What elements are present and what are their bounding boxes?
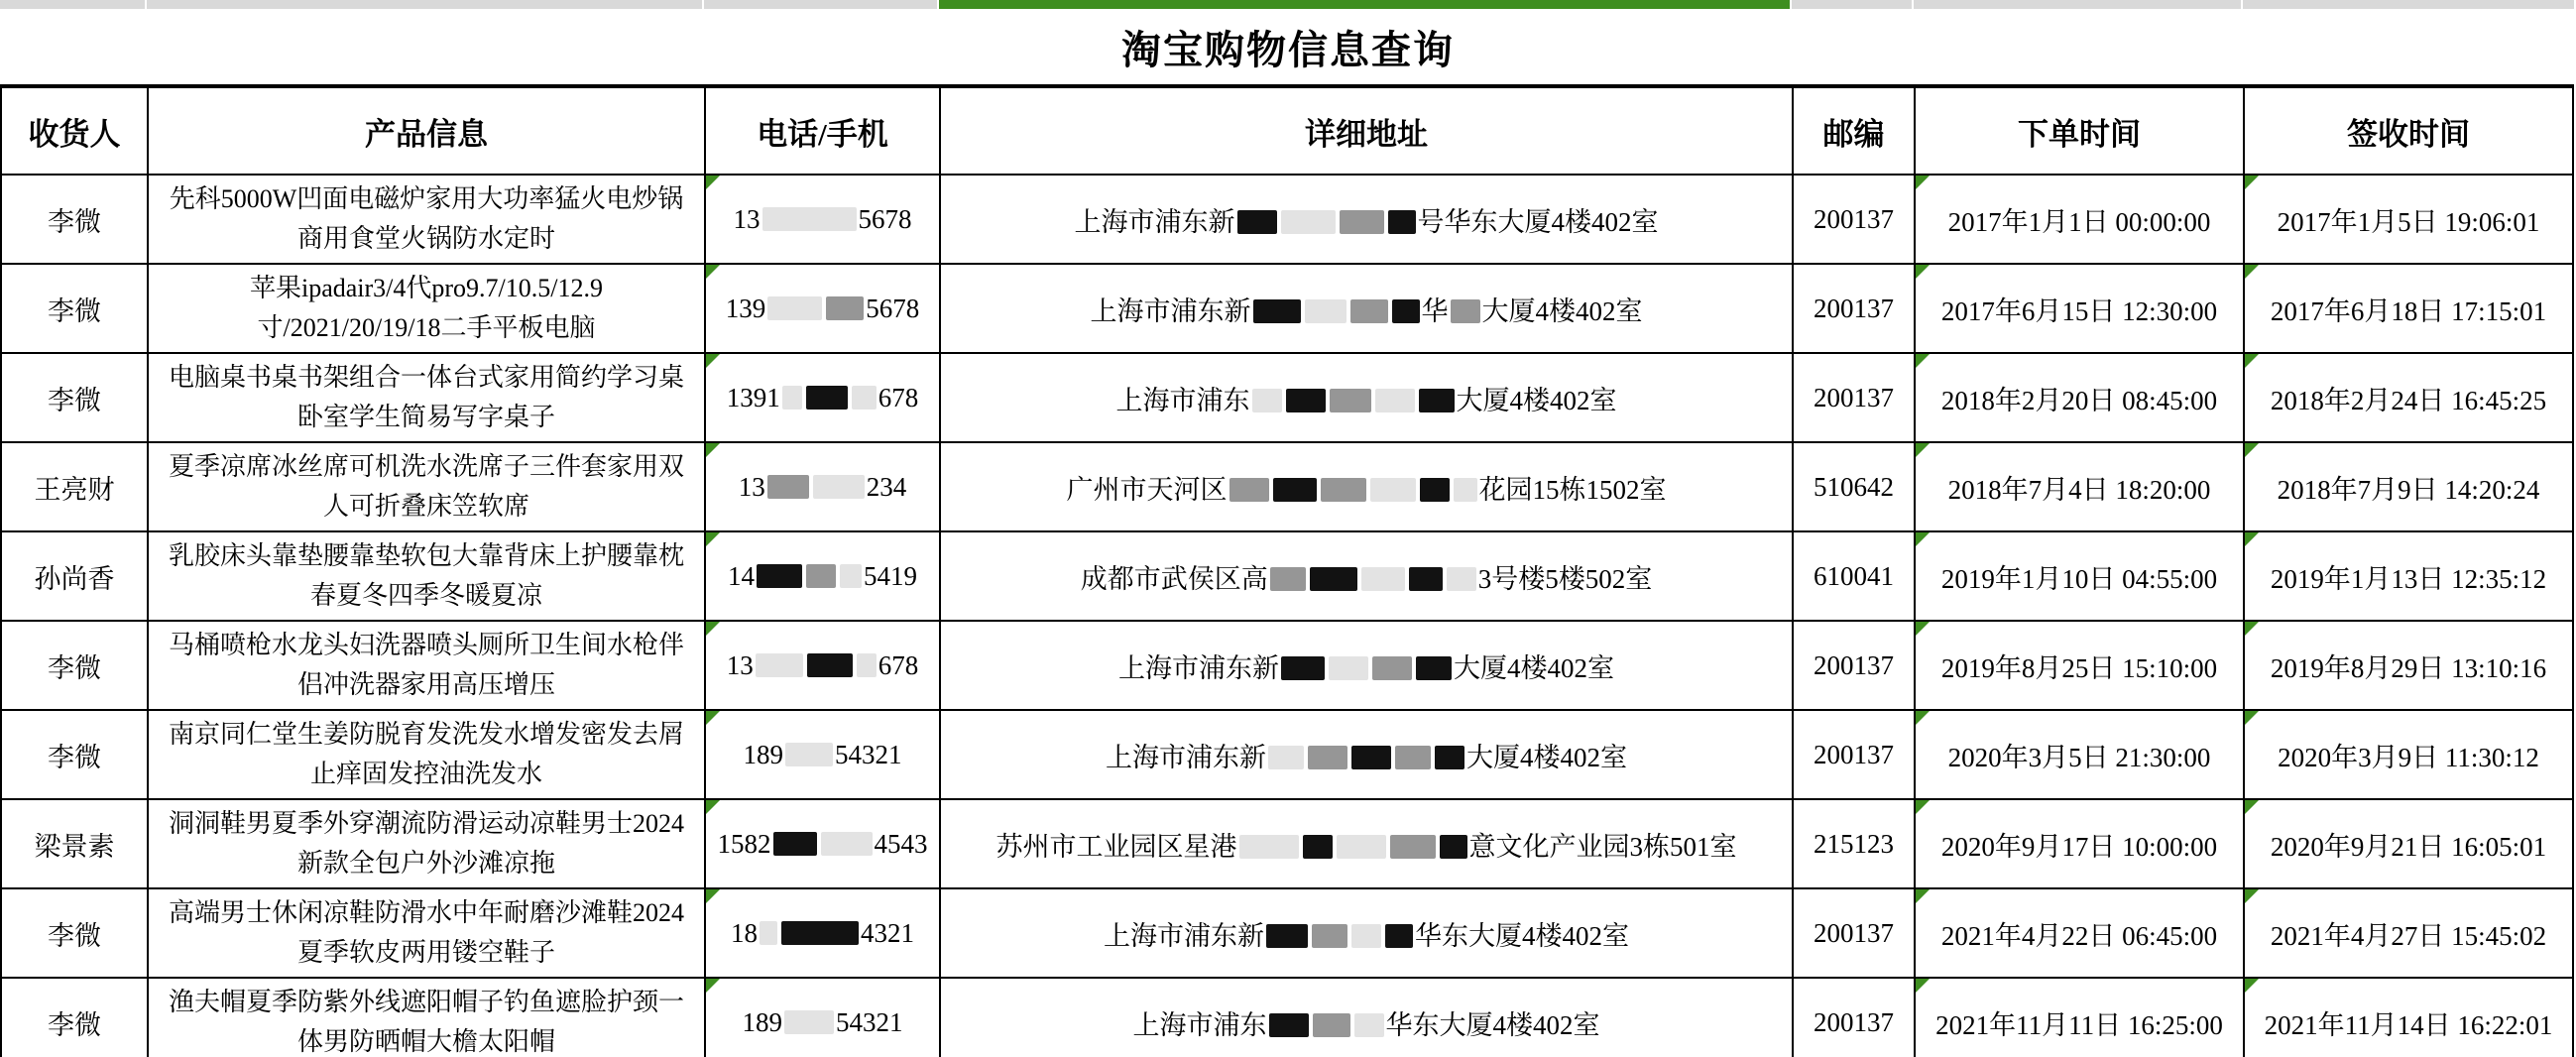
text-segment: 139 <box>725 293 766 323</box>
redaction-mask <box>1305 299 1347 323</box>
text-segment: 上海市浦东新 <box>1074 206 1235 237</box>
redaction-mask <box>760 921 777 945</box>
text-segment: 1391 <box>726 382 780 412</box>
cell-sign-time[interactable]: 2017年1月5日 19:06:01 <box>2244 175 2573 264</box>
cell-phone[interactable] <box>705 799 940 888</box>
redaction-mask <box>1312 924 1347 948</box>
clipped-cell-green-fill <box>939 0 1790 9</box>
text-segment: 3号楼5楼502室 <box>1477 563 1653 594</box>
table-row <box>1 978 2573 1057</box>
redaction-mask <box>1419 389 1455 412</box>
cell-postcode[interactable]: 200137 <box>1793 175 1915 264</box>
col-header-address[interactable]: 详细地址 <box>940 86 1793 175</box>
cell-postcode[interactable]: 215123 <box>1793 799 1915 888</box>
redaction-mask <box>1390 835 1436 859</box>
cell-sign-time[interactable]: 2019年1月13日 12:35:12 <box>2244 531 2573 621</box>
cell-order-time[interactable]: 2019年1月10日 04:55:00 <box>1915 531 2244 621</box>
table-row <box>1 799 2573 888</box>
redaction-mask <box>762 207 857 231</box>
table-row <box>1 175 2573 264</box>
text-segment: 大厦4楼402室 <box>1481 295 1643 326</box>
redaction-mask <box>781 921 859 945</box>
redaction-mask <box>1303 835 1333 859</box>
redaction-mask <box>1266 924 1308 948</box>
cell-order-time[interactable]: 2018年2月20日 08:45:00 <box>1915 353 2244 442</box>
cell-address[interactable] <box>940 264 1793 353</box>
cell-phone[interactable] <box>705 264 940 353</box>
cell-phone[interactable] <box>705 888 940 978</box>
cell-order-time[interactable]: 2017年1月1日 00:00:00 <box>1915 175 2244 264</box>
cell-sign-time[interactable]: 2018年2月24日 16:45:25 <box>2244 353 2573 442</box>
text-segment: 大厦4楼402室 <box>1466 742 1627 772</box>
redaction-mask <box>1237 210 1277 234</box>
text-segment: 成都市武侯区高 <box>1080 563 1268 594</box>
text-segment: 号华东大厦4楼402室 <box>1417 206 1659 237</box>
text-segment: 14 <box>728 560 755 591</box>
cell-phone[interactable] <box>705 710 940 799</box>
redaction-mask <box>1281 210 1336 234</box>
redaction-mask <box>1388 210 1416 234</box>
redaction-mask <box>1252 389 1282 412</box>
col-header-phone[interactable]: 电话/手机 <box>705 86 940 175</box>
cell-phone[interactable] <box>705 621 940 710</box>
cell-order-time[interactable]: 2021年4月22日 06:45:00 <box>1915 888 2244 978</box>
redaction-mask <box>1329 656 1368 680</box>
text-segment: 上海市浦东 <box>1132 1009 1267 1040</box>
text-segment: 华东大厦4楼402室 <box>1415 920 1629 951</box>
cell-phone[interactable] <box>705 442 940 531</box>
cell-product[interactable]: 夏季凉席冰丝席可机洗水洗席子三件套家用双人可折叠床笠软席 <box>148 442 705 531</box>
text-segment: 5419 <box>864 560 917 591</box>
cell-recipient[interactable]: 孙尚香 <box>1 531 148 621</box>
redaction-mask <box>1340 210 1384 234</box>
cell-phone[interactable] <box>705 353 940 442</box>
redaction-mask <box>821 832 873 856</box>
text-segment: 13 <box>726 649 754 680</box>
text-segment: 5678 <box>858 203 912 234</box>
cell-order-time[interactable]: 2020年3月5日 21:30:00 <box>1915 710 2244 799</box>
redaction-mask <box>1321 478 1366 502</box>
redaction-mask <box>1435 746 1464 769</box>
redaction-mask <box>1268 746 1304 769</box>
redaction-mask <box>782 386 802 410</box>
redaction-mask <box>1330 389 1371 412</box>
cell-address[interactable] <box>940 353 1793 442</box>
cell-address[interactable] <box>940 710 1793 799</box>
redaction-mask <box>1337 835 1386 859</box>
cell-recipient[interactable]: 李微 <box>1 978 148 1057</box>
redaction-mask <box>1392 299 1420 323</box>
redaction-mask <box>1416 656 1452 680</box>
table-row <box>1 442 2573 531</box>
clipped-cell <box>0 0 145 9</box>
redaction-mask <box>1273 478 1317 502</box>
text-segment: 678 <box>878 649 919 680</box>
text-segment: 广州市天河区 <box>1066 474 1228 505</box>
clipped-cell <box>704 0 937 9</box>
cell-phone[interactable] <box>705 978 940 1057</box>
page-title: 淘宝购物信息查询 <box>1121 27 1455 72</box>
cell-postcode[interactable]: 200137 <box>1793 710 1915 799</box>
header-row <box>1 86 2573 175</box>
cell-order-time[interactable]: 2018年7月4日 18:20:00 <box>1915 442 2244 531</box>
clipped-row-above <box>0 0 2576 9</box>
cell-product[interactable]: 马桶喷枪水龙头妇洗器喷头厕所卫生间水枪伴侣冲洗器家用高压增压 <box>148 621 705 710</box>
cell-product[interactable]: 洞洞鞋男夏季外穿潮流防滑运动凉鞋男士2024新款全包户外沙滩凉拖 <box>148 799 705 888</box>
redaction-mask <box>1409 567 1443 591</box>
redaction-mask <box>1372 656 1412 680</box>
redaction-mask <box>1229 478 1269 502</box>
redaction-mask <box>806 564 836 588</box>
text-segment: 大厦4楼402室 <box>1456 385 1617 415</box>
redaction-mask <box>767 296 822 320</box>
redaction-mask <box>1286 389 1326 412</box>
cell-postcode[interactable]: 200137 <box>1793 621 1915 710</box>
redaction-mask <box>840 564 862 588</box>
cell-sign-time[interactable]: 2018年7月9日 14:20:24 <box>2244 442 2573 531</box>
redaction-mask <box>1350 299 1388 323</box>
cell-postcode[interactable]: 200137 <box>1793 888 1915 978</box>
redaction-mask <box>1420 478 1450 502</box>
table-body <box>1 175 2573 1057</box>
text-segment: 上海市浦东新 <box>1118 652 1279 683</box>
cell-sign-time[interactable]: 2021年4月27日 15:45:02 <box>2244 888 2573 978</box>
title-bar <box>0 9 2576 84</box>
redaction-mask <box>1253 299 1301 323</box>
text-segment: 13 <box>733 203 761 234</box>
cell-product[interactable]: 乳胶床头靠垫腰靠垫软包大靠背床上护腰靠枕春夏冬四季冬暖夏凉 <box>148 531 705 621</box>
cell-product[interactable]: 先科5000W凹面电磁炉家用大功率猛火电炒锅商用食堂火锅防水定时 <box>148 175 705 264</box>
cell-address[interactable] <box>940 799 1793 888</box>
redaction-mask <box>1239 835 1299 859</box>
redaction-mask <box>1454 478 1477 502</box>
text-segment: 上海市浦东新 <box>1106 742 1266 772</box>
text-segment: 5678 <box>866 293 920 323</box>
redaction-mask <box>826 296 864 320</box>
text-segment: 4321 <box>861 917 914 948</box>
cell-address[interactable] <box>940 442 1793 531</box>
text-segment: 苏州市工业园区星港 <box>995 831 1237 862</box>
cell-postcode[interactable]: 200137 <box>1793 353 1915 442</box>
cell-address[interactable] <box>940 978 1793 1057</box>
redaction-mask <box>1310 567 1357 591</box>
table-row <box>1 531 2573 621</box>
redaction-mask <box>1270 567 1306 591</box>
text-segment: 18 <box>731 917 758 948</box>
clipped-cell <box>1914 0 2241 9</box>
cell-sign-time[interactable]: 2021年11月14日 16:22:01 <box>2244 978 2573 1057</box>
redaction-mask <box>1385 924 1413 948</box>
col-header-recipient[interactable]: 收货人 <box>1 86 148 175</box>
table-row <box>1 353 2573 442</box>
table-row <box>1 264 2573 353</box>
col-header-order-time[interactable]: 下单时间 <box>1915 86 2244 175</box>
text-segment: 华 <box>1421 295 1449 326</box>
text-segment: 上海市浦东 <box>1115 385 1250 415</box>
cell-order-time[interactable]: 2021年11月11日 16:25:00 <box>1915 978 2244 1057</box>
redaction-mask <box>1281 656 1325 680</box>
redaction-mask <box>773 832 817 856</box>
cell-product[interactable]: 苹果ipadair3/4代pro9.7/10.5/12.9寸/2021/20/19/18二手平板电脑 <box>148 264 705 353</box>
cell-phone[interactable] <box>705 531 940 621</box>
cell-recipient[interactable]: 李微 <box>1 710 148 799</box>
text-segment: 华东大厦4楼402室 <box>1385 1009 1600 1040</box>
table-row <box>1 888 2573 978</box>
redaction-mask <box>1395 746 1431 769</box>
text-segment: 678 <box>878 382 919 412</box>
cell-sign-time[interactable]: 2020年3月9日 11:30:12 <box>2244 710 2573 799</box>
redaction-mask <box>1308 746 1347 769</box>
redaction-mask <box>1451 299 1480 323</box>
clipped-cell <box>1792 0 1912 9</box>
cell-recipient[interactable]: 梁景素 <box>1 799 148 888</box>
text-segment: 大厦4楼402室 <box>1454 652 1614 683</box>
cell-postcode[interactable]: 200137 <box>1793 978 1915 1057</box>
redaction-mask <box>1440 835 1467 859</box>
clipped-cell <box>147 0 702 9</box>
redaction-mask <box>785 743 833 766</box>
redaction-mask <box>807 653 853 677</box>
cell-order-time[interactable]: 2017年6月15日 12:30:00 <box>1915 264 2244 353</box>
redaction-mask <box>813 475 865 499</box>
text-segment: 1582 <box>717 828 771 859</box>
text-segment: 4543 <box>874 828 928 859</box>
cell-postcode[interactable]: 510642 <box>1793 442 1915 531</box>
cell-postcode[interactable]: 200137 <box>1793 264 1915 353</box>
redaction-mask <box>1351 924 1381 948</box>
text-segment: 意文化产业园3栋501室 <box>1468 831 1737 862</box>
redaction-mask <box>806 386 848 410</box>
cell-product[interactable]: 电脑桌书桌书架组合一体台式家用简约学习桌卧室学生简易写字桌子 <box>148 353 705 442</box>
cell-recipient[interactable]: 王亮财 <box>1 442 148 531</box>
cell-address[interactable] <box>940 888 1793 978</box>
redaction-mask <box>857 653 877 677</box>
cell-recipient[interactable]: 李微 <box>1 353 148 442</box>
clipped-cell <box>2243 0 2574 9</box>
cell-phone[interactable] <box>705 175 940 264</box>
redaction-mask <box>767 475 809 499</box>
redaction-mask <box>757 564 802 588</box>
cell-order-time[interactable]: 2019年8月25日 15:10:00 <box>1915 621 2244 710</box>
cell-address[interactable] <box>940 621 1793 710</box>
cell-order-time[interactable]: 2020年9月17日 10:00:00 <box>1915 799 2244 888</box>
table-header <box>1 86 2573 175</box>
redaction-mask <box>1361 567 1405 591</box>
table-row <box>1 710 2573 799</box>
redaction-mask <box>1447 567 1476 591</box>
cell-product[interactable]: 高端男士休闲凉鞋防滑水中年耐磨沙滩鞋2024夏季软皮两用镂空鞋子 <box>148 888 705 978</box>
redaction-mask <box>1370 478 1416 502</box>
cell-recipient[interactable]: 李微 <box>1 175 148 264</box>
cell-sign-time[interactable]: 2017年6月18日 17:15:01 <box>2244 264 2573 353</box>
text-segment: 189 <box>743 739 783 769</box>
col-header-product[interactable]: 产品信息 <box>148 86 705 175</box>
text-segment: 54321 <box>836 1006 903 1037</box>
text-segment: 上海市浦东新 <box>1104 920 1264 951</box>
cell-address[interactable] <box>940 175 1793 264</box>
col-header-postcode[interactable]: 邮编 <box>1793 86 1915 175</box>
redaction-mask <box>756 653 803 677</box>
redaction-mask <box>1375 389 1415 412</box>
redaction-mask <box>1351 746 1391 769</box>
redaction-mask <box>852 386 877 410</box>
redaction-mask <box>1313 1013 1350 1037</box>
redaction-mask <box>1354 1013 1384 1037</box>
cell-recipient[interactable]: 李微 <box>1 888 148 978</box>
cell-product[interactable]: 南京同仁堂生姜防脱育发洗发水增发密发去屑止痒固发控油洗发水 <box>148 710 705 799</box>
cell-sign-time[interactable]: 2019年8月29日 13:10:16 <box>2244 621 2573 710</box>
cell-sign-time[interactable]: 2020年9月21日 16:05:01 <box>2244 799 2573 888</box>
text-segment: 13 <box>738 471 765 502</box>
text-segment: 234 <box>866 471 907 502</box>
cell-postcode[interactable]: 610041 <box>1793 531 1915 621</box>
orders-table <box>0 84 2574 1057</box>
table-row <box>1 621 2573 710</box>
cell-product[interactable]: 渔夫帽夏季防紫外线遮阳帽子钓鱼遮脸护颈一体男防晒帽大檐太阳帽 <box>148 978 705 1057</box>
col-header-sign-time[interactable]: 签收时间 <box>2244 86 2573 175</box>
text-segment: 189 <box>742 1006 782 1037</box>
cell-address[interactable] <box>940 531 1793 621</box>
redaction-mask <box>1269 1013 1309 1037</box>
text-segment: 上海市浦东新 <box>1090 295 1251 326</box>
cell-recipient[interactable]: 李微 <box>1 264 148 353</box>
text-segment: 54321 <box>835 739 902 769</box>
cell-recipient[interactable]: 李微 <box>1 621 148 710</box>
text-segment: 花园15栋1502室 <box>1478 474 1667 505</box>
redaction-mask <box>784 1010 834 1034</box>
